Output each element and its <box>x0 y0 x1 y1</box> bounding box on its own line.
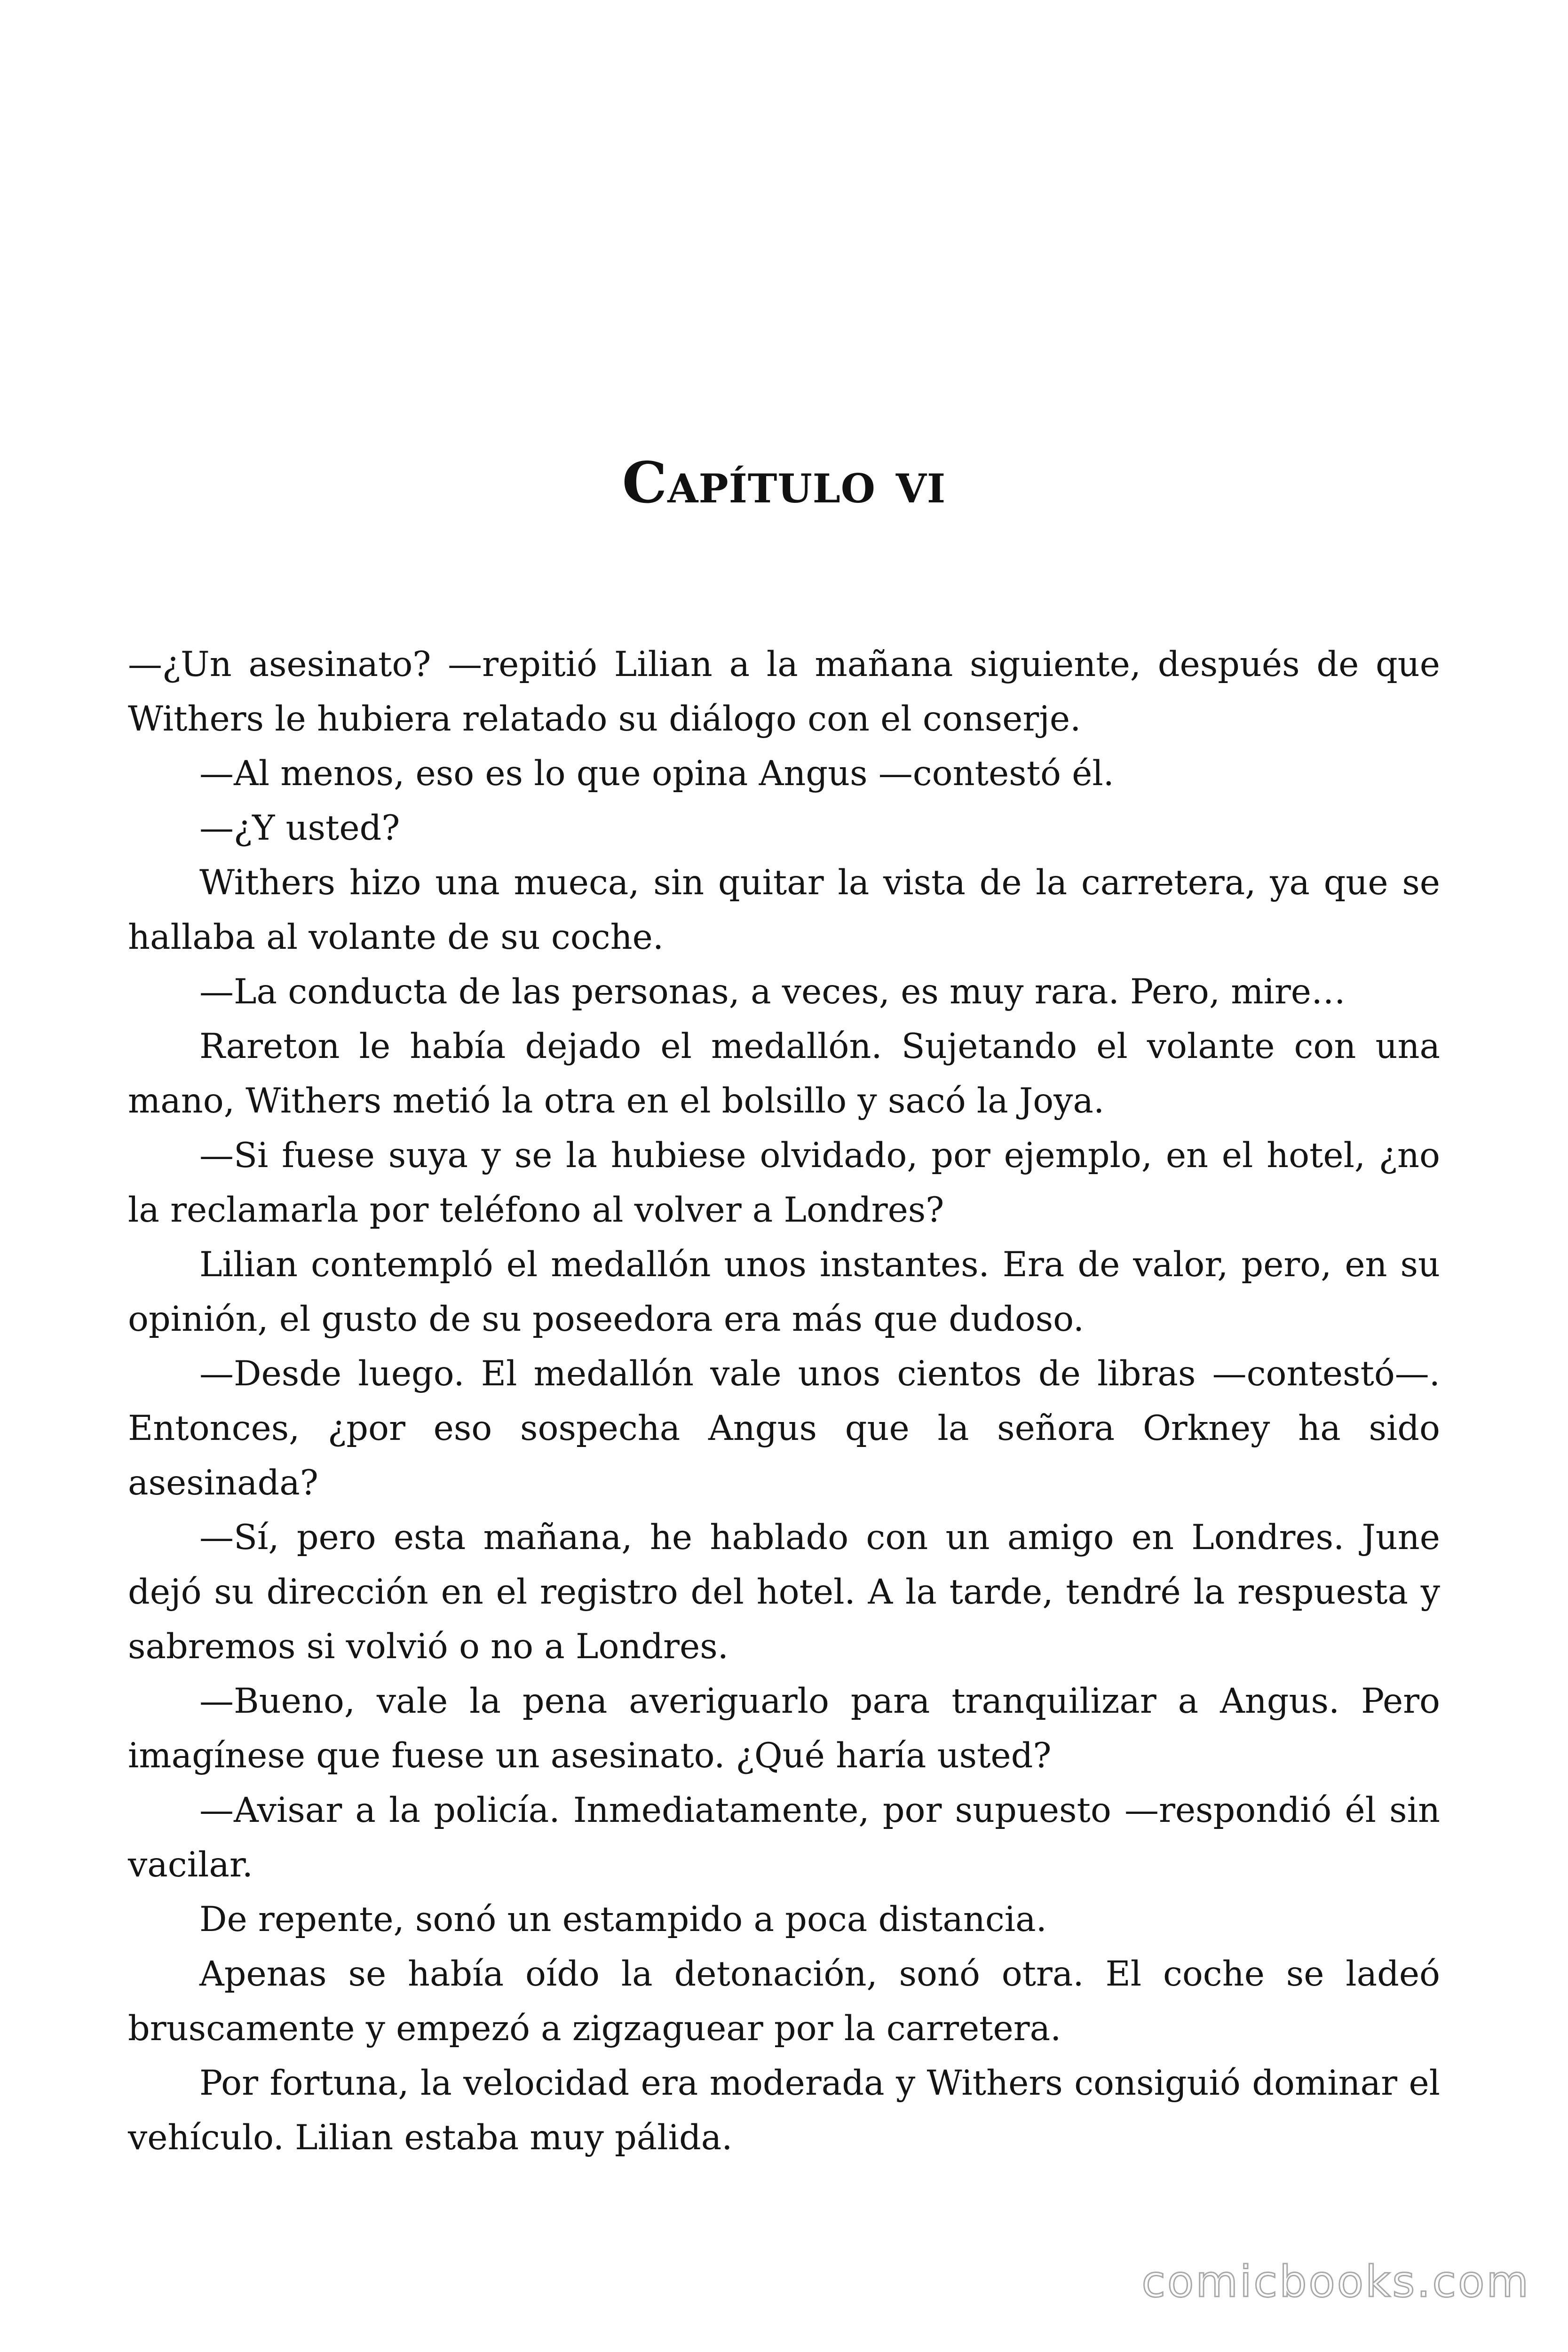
paragraph-10: —Sí, pero esta mañana, he hablado con un amigo en Londres. June dejó su dirección en el registro del hotel. A la tarde, tendré la respuesta y sabremos si volvió o no a Londres. <box>128 1518 1440 1667</box>
chapter-title: Capítulo vi <box>622 450 946 516</box>
paragraph-4: Withers hizo una mueca, sin quitar la vista de la carretera, ya que se hallaba al volante de su coche. <box>128 863 1440 957</box>
paragraph-11: —Bueno, vale la pena averiguarlo para tranquilizar a Angus. Pero imagínese que fuese un asesinato. ¿Qué haría usted? <box>128 1681 1440 1776</box>
paragraph-15: Por fortuna, la velocidad era moderada y Withers consiguió dominar el vehículo. Lilian estaba muy pálida. <box>128 2063 1440 2158</box>
paragraph-13: De repente, sonó un estampido a poca distancia. <box>199 1899 1047 1939</box>
paragraph-1: —¿Un asesinato? —repitió Lilian a la mañana siguiente, después de que Withers le hubiera relatado su diálogo con el conserje. <box>128 644 1440 739</box>
paragraph-6: Rareton le había dejado el medallón. Sujetando el volante con una mano, Withers metió la otra en el bolsillo y sacó la Joya. <box>128 1026 1440 1121</box>
paragraph-8: Lilian contempló el medallón unos instantes. Era de valor, pero, en su opinión, el gusto de su poseedora era más que dudoso. <box>128 1245 1440 1339</box>
chapter-body <box>128 637 1440 2165</box>
paragraph-2: —Al menos, eso es lo que opina Angus —contestó él. <box>199 754 1114 794</box>
paragraph-12: —Avisar a la policía. Inmediatamente, por supuesto —respondió él sin vacilar. <box>128 1790 1440 1885</box>
paragraph-7: —Si fuese suya y se la hubiese olvidado, por ejemplo, en el hotel, ¿no la reclamarla por teléfono al volver a Londres? <box>128 1136 1440 1230</box>
paragraph-14: Apenas se había oído la detonación, sonó otra. El coche se ladeó bruscamente y empezó a zigzaguear por la carretera. <box>128 1954 1440 2049</box>
watermark-text: comicbooks.com <box>1141 2257 1530 2307</box>
paragraph-9: —Desde luego. El medallón vale unos cientos de libras —contestó—. Entonces, ¿por eso sospecha Angus que la señora Orkney ha sido asesinada? <box>128 1354 1440 1503</box>
paragraph-5: —La conducta de las personas, a veces, es muy rara. Pero, mire… <box>199 972 1346 1012</box>
paragraph-3: —¿Y usted? <box>199 808 400 848</box>
